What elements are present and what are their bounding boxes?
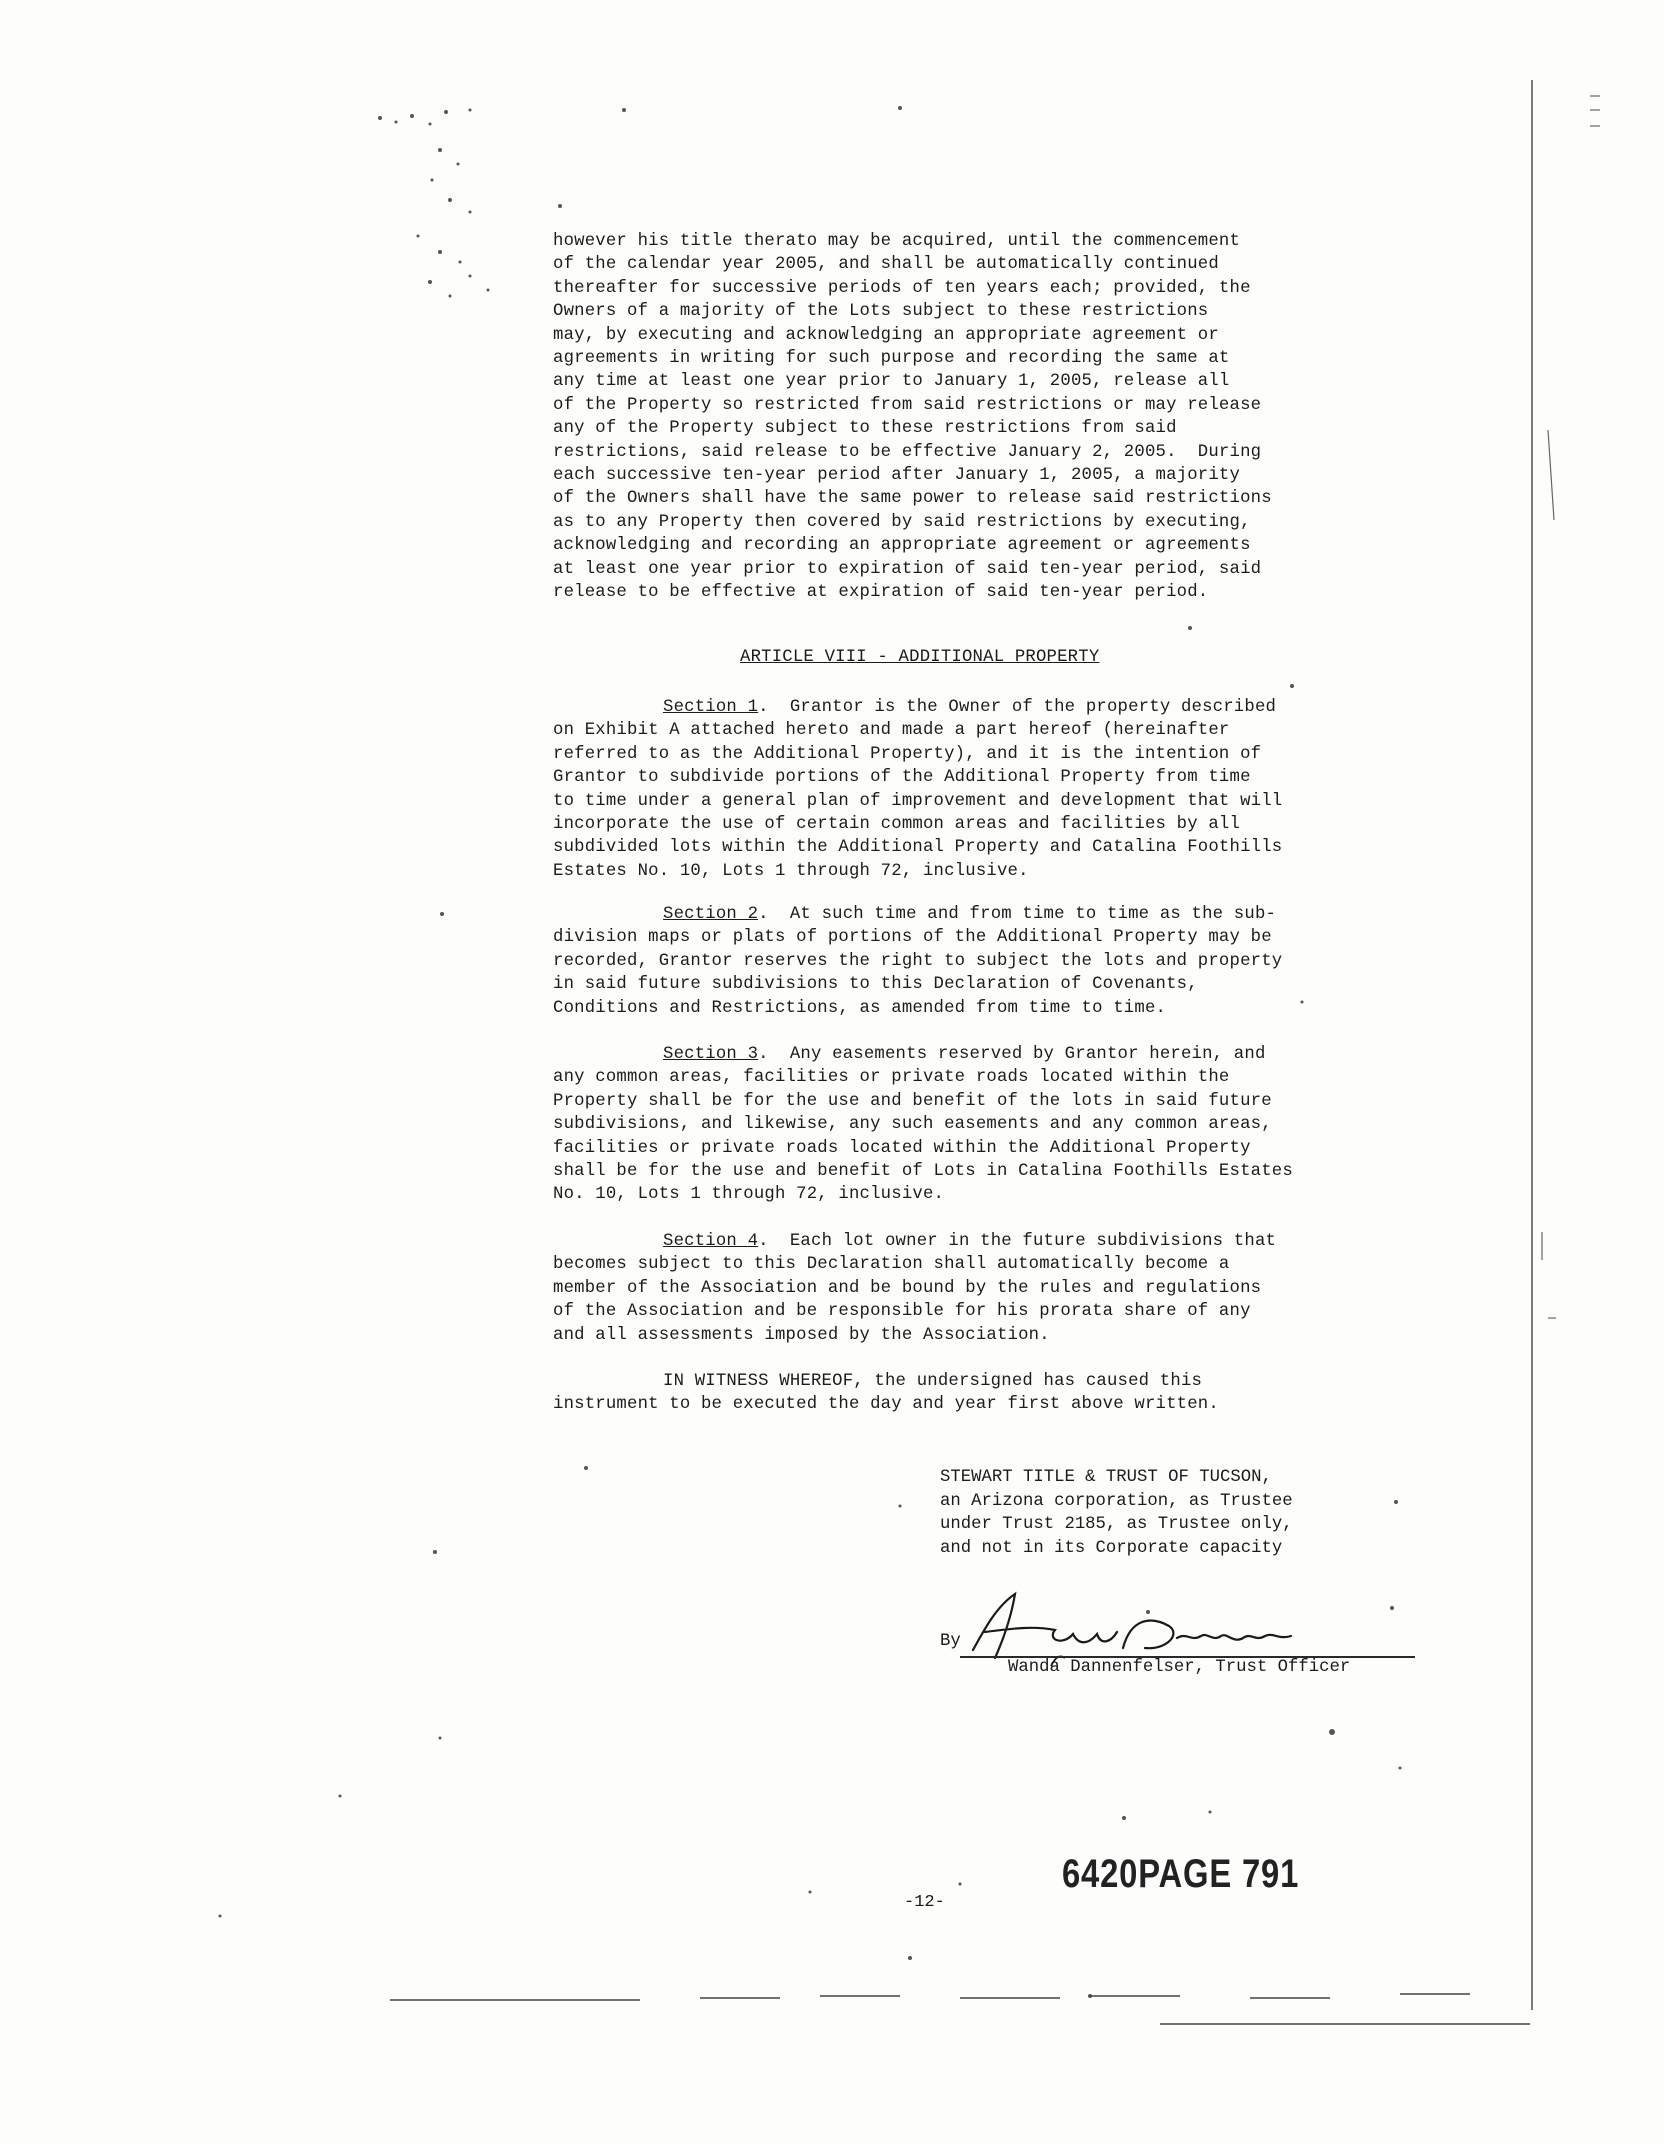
signer-name: Wanda Dannenfelser, Trust Officer [1008, 1658, 1351, 1677]
section-label: Section 1 [663, 698, 759, 717]
section-line: member of the Association and be bound by the rules and regulations [553, 1278, 1262, 1298]
section-line: . Any easements reserved by Grantor herein, and [758, 1045, 1266, 1064]
section-line: recorded, Grantor reserves the right to subject the lots and property [553, 951, 1283, 971]
section-line: facilities or private roads located within the Additional Property [553, 1138, 1251, 1158]
section-line: subdivisions, and likewise, any such easements and any common areas, [553, 1115, 1272, 1135]
signatory-line: STEWART TITLE & TRUST OF TUCSON, [940, 1468, 1272, 1487]
section-line: becomes subject to this Declaration shall automatically become a [553, 1255, 1230, 1275]
intro-line: however his title therato may be acquired, until the commencement [553, 232, 1241, 251]
signatory-block [940, 1466, 1293, 1560]
section-line: of the Association and be responsible for his prorata share of any [553, 1302, 1251, 1322]
article-heading: ARTICLE VIII - ADDITIONAL PROPERTY [740, 648, 1100, 667]
section-1 [553, 696, 1353, 883]
section-line: . At such time and from time to time as the sub- [758, 905, 1277, 924]
section-label: Section 3 [663, 1045, 759, 1064]
section-line: subdivided lots within the Additional Property and Catalina Foothills [553, 838, 1283, 858]
by-label: By [940, 1632, 961, 1651]
intro-line: each successive ten-year period after January 1, 2005, a majority [553, 466, 1241, 486]
book-page-stamp: 6420PAGE 791 [1062, 1852, 1300, 1896]
intro-line: release to be effective at expiration of said ten-year period. [553, 583, 1209, 603]
section-line: Grantor to subdivide portions of the Additional Property from time [553, 768, 1251, 788]
section-line: in said future subdivisions to this Declaration of Covenants, [553, 975, 1198, 995]
witness-clause [553, 1370, 1353, 1417]
intro-line: of the Owners shall have the same power to release said restrictions [553, 489, 1272, 509]
witness-line: instrument to be executed the day and year first above written. [553, 1395, 1219, 1415]
intro-line: of the Property so restricted from said restrictions or may release [553, 395, 1262, 415]
section-line: Property shall be for the use and benefit of the lots in said future [553, 1091, 1272, 1111]
intro-line: of the calendar year 2005, and shall be automatically continued [553, 255, 1219, 275]
section-label: Section 4 [663, 1232, 759, 1251]
intro-line: at least one year prior to expiration of said ten-year period, said [553, 559, 1262, 579]
section-line: shall be for the use and benefit of Lots in Catalina Foothills Estates [553, 1162, 1293, 1182]
section-line: . Grantor is the Owner of the property described [758, 698, 1277, 717]
section-line: referred to as the Additional Property), and it is the intention of [553, 744, 1262, 764]
signatory-line: and not in its Corporate capacity [940, 1538, 1283, 1558]
section-4 [553, 1230, 1353, 1347]
intro-line: acknowledging and recording an appropriate agreement or agreements [553, 536, 1251, 556]
section-line: division maps or plats of portions of the Additional Property may be [553, 928, 1272, 948]
section-line: to time under a general plan of improvement and development that will [553, 791, 1283, 811]
intro-line: any of the Property subject to these restrictions from said [553, 419, 1177, 439]
section-line: incorporate the use of certain common areas and facilities by all [553, 815, 1241, 835]
section-3 [553, 1043, 1353, 1207]
signatory-line: an Arizona corporation, as Trustee [940, 1491, 1293, 1511]
section-line: any common areas, facilities or private roads located within the [553, 1068, 1230, 1088]
witness-line: IN WITNESS WHEREOF, the undersigned has caused this [663, 1372, 1203, 1391]
intro-paragraph [553, 230, 1353, 605]
intro-line: may, by executing and acknowledging an appropriate agreement or [553, 325, 1219, 345]
intro-line: agreements in writing for such purpose and recording the same at [553, 349, 1230, 369]
section-2 [553, 903, 1353, 1020]
intro-line: Owners of a majority of the Lots subject to these restrictions [553, 302, 1209, 322]
intro-line: restrictions, said release to be effective January 2, 2005. During [553, 442, 1262, 462]
section-line: No. 10, Lots 1 through 72, inclusive. [553, 1185, 945, 1205]
section-label: Section 2 [663, 905, 759, 924]
section-line: on Exhibit A attached hereto and made a part hereof (hereinafter [553, 721, 1230, 741]
section-line: Conditions and Restrictions, as amended from time to time. [553, 998, 1167, 1018]
page-number: -12- [904, 1893, 945, 1912]
intro-line: thereafter for successive periods of ten years each; provided, the [553, 278, 1251, 298]
signatory-line: under Trust 2185, as Trustee only, [940, 1515, 1293, 1535]
section-line: . Each lot owner in the future subdivisions that [758, 1232, 1277, 1251]
section-line: and all assessments imposed by the Association. [553, 1325, 1050, 1345]
intro-line: as to any Property then covered by said restrictions by executing, [553, 512, 1251, 532]
section-line: Estates No. 10, Lots 1 through 72, inclusive. [553, 861, 1029, 881]
intro-line: any time at least one year prior to January 1, 2005, release all [553, 372, 1230, 392]
